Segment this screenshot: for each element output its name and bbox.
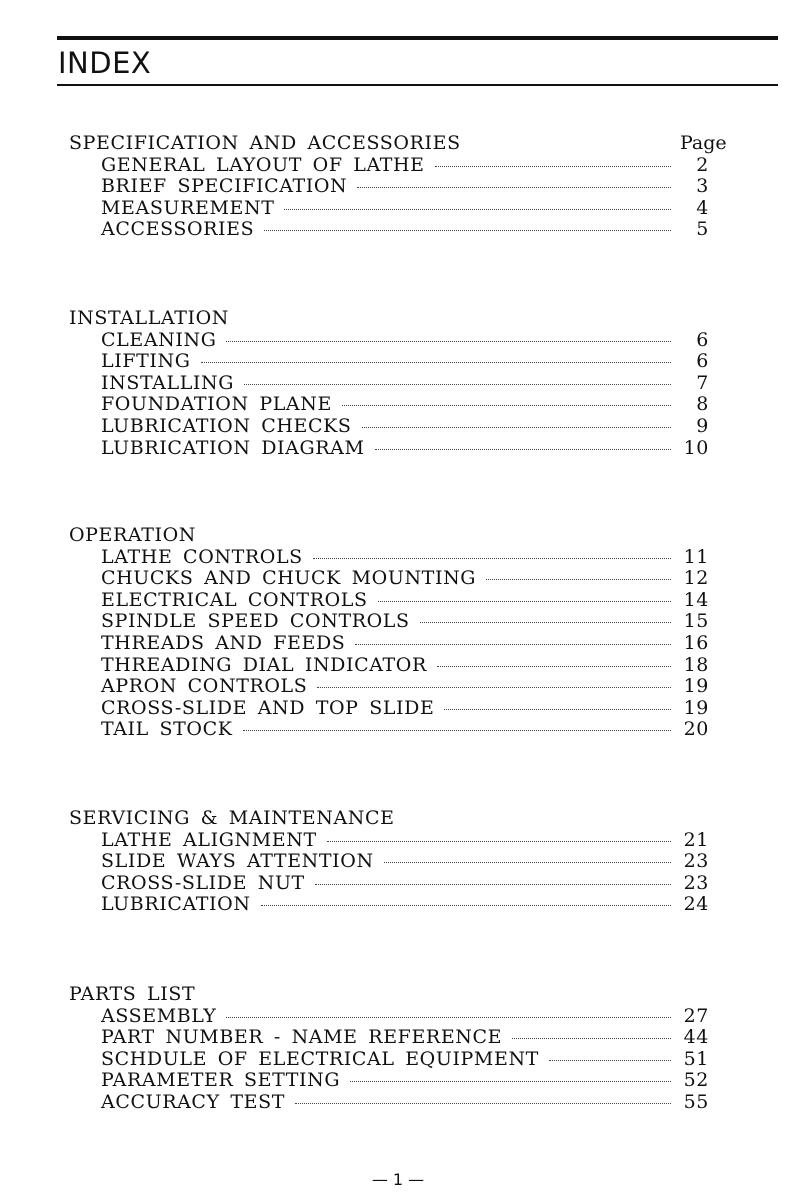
dot-leader: [264, 230, 671, 231]
entry-page: 11: [683, 545, 709, 568]
dot-leader: [226, 341, 671, 342]
dot-leader: [342, 405, 671, 406]
toc-entry[interactable]: [69, 873, 709, 895]
dot-leader: [226, 1017, 671, 1018]
dot-leader: [317, 687, 671, 688]
section-heading: SERVICING & MAINTENANCE: [69, 807, 395, 829]
toc-entry[interactable]: [69, 1049, 709, 1071]
title-rule: [57, 84, 778, 86]
page-column-header: Page: [680, 132, 727, 154]
dot-leader: [357, 187, 671, 188]
dot-leader: [437, 666, 671, 667]
entry-page: 15: [683, 610, 709, 633]
section-heading: PARTS LIST: [69, 983, 196, 1005]
entry-page: 3: [696, 175, 709, 198]
entry-label: MEASUREMENT: [101, 196, 275, 219]
section-operation: [69, 525, 709, 741]
entry-label: LATHE CONTROLS: [101, 545, 303, 568]
entry-page: 21: [683, 828, 709, 851]
entry-page: 8: [696, 393, 709, 416]
entry-page: 5: [696, 218, 709, 241]
dot-leader: [261, 905, 671, 906]
dot-leader: [362, 427, 671, 428]
toc-entry[interactable]: [69, 568, 709, 590]
entry-label: LIFTING: [101, 350, 191, 373]
entry-page: 52: [683, 1069, 709, 1092]
entry-page: 18: [683, 653, 709, 676]
section-specification: [69, 132, 727, 241]
entry-page: 6: [696, 328, 709, 351]
entry-page: 2: [696, 153, 709, 176]
toc-entry[interactable]: [69, 330, 709, 352]
entry-label: FOUNDATION PLANE: [101, 393, 332, 416]
entry-label: LUBRICATION CHECKS: [101, 414, 352, 437]
entry-page: 24: [683, 893, 709, 916]
toc-entry[interactable]: [69, 373, 709, 395]
toc-entry[interactable]: [69, 830, 709, 852]
entry-label: PARAMETER SETTING: [101, 1069, 341, 1092]
toc-entry[interactable]: [69, 198, 709, 220]
toc-entry[interactable]: [69, 1006, 709, 1028]
dot-leader: [512, 1038, 671, 1039]
entry-label: SPINDLE SPEED CONTROLS: [101, 610, 410, 633]
toc-entry[interactable]: [69, 351, 709, 373]
entry-label: ACCURACY TEST: [101, 1090, 285, 1113]
entry-page: 12: [683, 567, 709, 590]
top-rule: [57, 36, 778, 40]
entry-label: ASSEMBLY: [101, 1004, 217, 1027]
section-heading: OPERATION: [69, 524, 196, 546]
dot-leader: [327, 841, 671, 842]
entry-label: ACCESSORIES: [101, 218, 255, 241]
dot-leader: [313, 558, 671, 559]
dot-leader: [435, 166, 671, 167]
entry-page: 19: [683, 675, 709, 698]
entry-page: 9: [696, 414, 709, 437]
toc-entry[interactable]: [69, 611, 709, 633]
toc-entry[interactable]: [69, 676, 709, 698]
entry-label: CROSS-SLIDE AND TOP SLIDE: [101, 696, 435, 719]
toc-entry[interactable]: [69, 219, 709, 241]
entry-label: TAIL STOCK: [101, 718, 233, 741]
entry-page: 14: [683, 588, 709, 611]
toc-entry[interactable]: [69, 698, 709, 720]
toc-entry[interactable]: [69, 851, 709, 873]
toc-entry[interactable]: [69, 438, 709, 460]
entry-label: CHUCKS AND CHUCK MOUNTING: [101, 567, 477, 590]
entry-page: 23: [683, 871, 709, 894]
entry-page: 6: [696, 350, 709, 373]
dot-leader: [295, 1103, 671, 1104]
toc-entry[interactable]: [69, 894, 709, 916]
dot-leader: [486, 579, 671, 580]
entry-page: 44: [683, 1026, 709, 1049]
toc-entry[interactable]: [69, 1070, 709, 1092]
entry-label: LUBRICATION: [101, 893, 251, 916]
page-number-footer: — 1 —: [371, 1170, 425, 1189]
toc-entry[interactable]: [69, 590, 709, 612]
dot-leader: [384, 862, 671, 863]
entry-page: 55: [683, 1090, 709, 1113]
toc-entry[interactable]: [69, 719, 709, 741]
section-heading: INSTALLATION: [69, 307, 229, 329]
entry-label: CROSS-SLIDE NUT: [101, 871, 305, 894]
entry-page: 10: [683, 436, 709, 459]
entry-label: GENERAL LAYOUT OF LATHE: [101, 153, 425, 176]
entry-label: THREADS AND FEEDS: [101, 631, 346, 654]
entry-label: PART NUMBER - NAME REFERENCE: [101, 1026, 503, 1049]
entry-label: INSTALLING: [101, 371, 235, 394]
toc-entry[interactable]: [69, 547, 709, 569]
toc-entry[interactable]: [69, 1092, 709, 1114]
dot-leader: [284, 209, 671, 210]
section-parts-list: [69, 984, 709, 1114]
entry-label: ELECTRICAL CONTROLS: [101, 588, 368, 611]
dot-leader: [350, 1081, 671, 1082]
dot-leader: [378, 601, 671, 602]
entry-page: 19: [683, 696, 709, 719]
dot-leader: [243, 730, 671, 731]
toc-entry[interactable]: [69, 633, 709, 655]
entry-page: 20: [683, 718, 709, 741]
toc-entry[interactable]: [69, 176, 709, 198]
dot-leader: [420, 622, 671, 623]
entry-page: 7: [696, 371, 709, 394]
entry-label: LATHE ALIGNMENT: [101, 828, 317, 851]
entry-label: LUBRICATION DIAGRAM: [101, 436, 365, 459]
toc-entry[interactable]: [69, 416, 709, 438]
toc-entry[interactable]: [69, 394, 709, 416]
section-installation: [69, 308, 709, 459]
dot-leader: [444, 709, 671, 710]
entry-label: SLIDE WAYS ATTENTION: [101, 850, 374, 873]
dot-leader: [201, 362, 672, 363]
dot-leader: [549, 1060, 671, 1061]
entry-label: BRIEF SPECIFICATION: [101, 175, 348, 198]
entry-label: CLEANING: [101, 328, 217, 351]
page-title: INDEX: [58, 46, 152, 80]
entry-page: 16: [683, 631, 709, 654]
toc-entry[interactable]: [69, 1027, 709, 1049]
entry-page: 23: [683, 850, 709, 873]
entry-label: APRON CONTROLS: [101, 675, 308, 698]
entry-label: SCHDULE OF ELECTRICAL EQUIPMENT: [101, 1047, 539, 1070]
dot-leader: [375, 449, 671, 450]
entry-page: 51: [683, 1047, 709, 1070]
section-servicing: [69, 808, 709, 916]
dot-leader: [244, 384, 671, 385]
entry-label: THREADING DIAL INDICATOR: [101, 653, 427, 676]
section-heading: SPECIFICATION AND ACCESSORIES: [69, 132, 461, 154]
dot-leader: [355, 644, 671, 645]
toc-entry[interactable]: [69, 155, 709, 177]
dot-leader: [315, 884, 671, 885]
entry-page: 27: [683, 1004, 709, 1027]
entry-page: 4: [696, 196, 709, 219]
toc-entry[interactable]: [69, 655, 709, 677]
